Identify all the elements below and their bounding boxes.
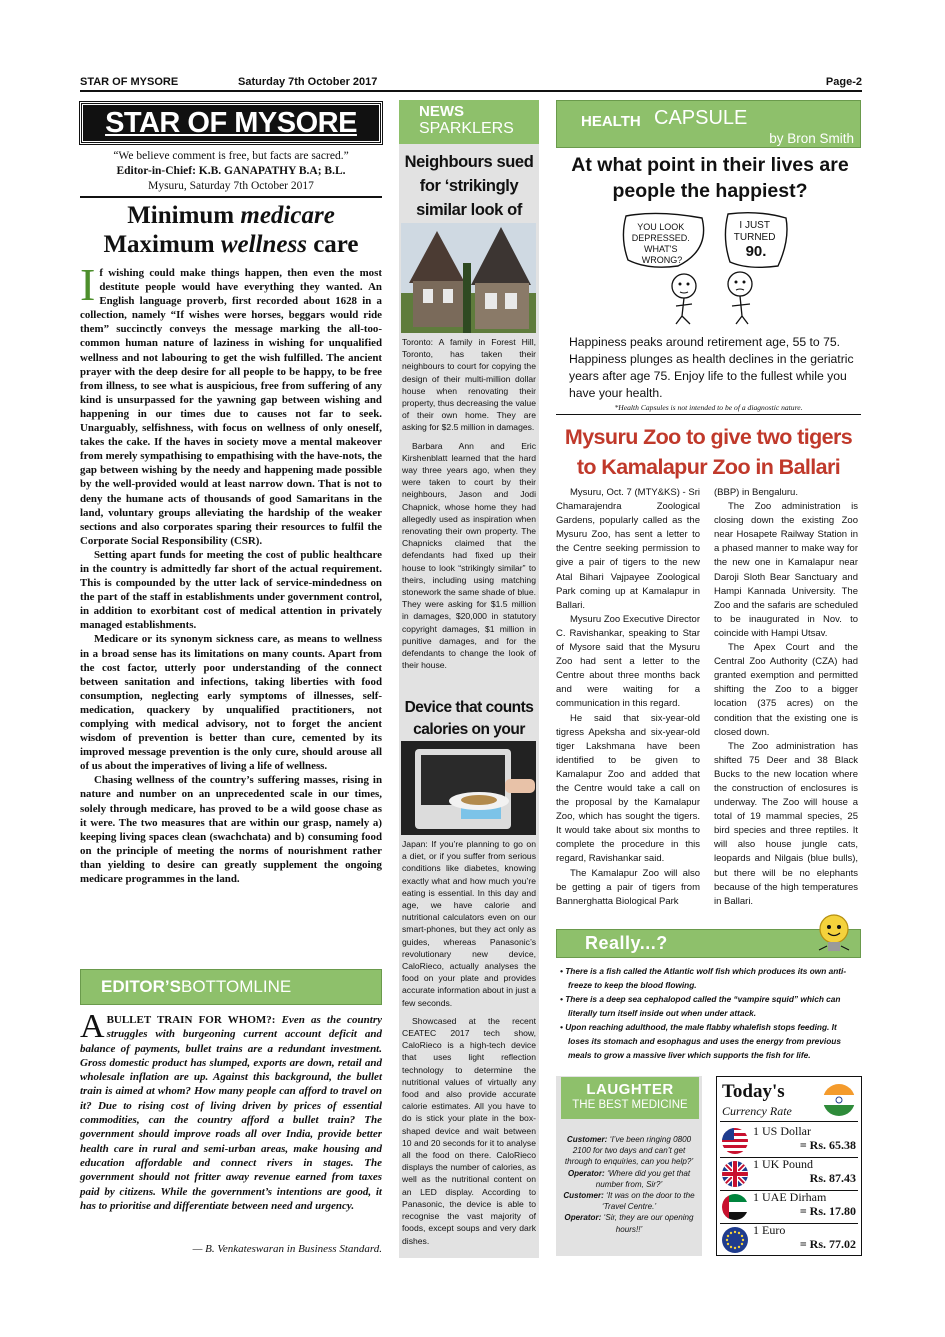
sparklers-paragraph: Showcased at the recent CEATEC 2017 tech show, CaloRieco is a high-tech device that uses light reflection technology to determine the nutritional values of virtually any food and also provide accurate calorie estimates. All you have to do is stick your plate in the box-shaped device and wait between 10 and 20 seconds for it to analyse all the food on there. CaloRieco displays the number of calories, as well as the nutritional content on an LED display. According to Panasonic, the device is able to recognise the vast majority of foods, except soups and very dark dishes.: [402, 1015, 536, 1246]
calorie-device-photo: [401, 741, 536, 835]
header-page-number: Page-2: [825, 76, 862, 88]
bottomline-body: [80, 1008, 382, 1213]
zoo-column-1: [556, 486, 700, 909]
header-rule: [80, 90, 862, 92]
laughter-label-bottom: THE BEST MEDICINE: [572, 1099, 688, 1111]
header-date: Saturday 7th October 2017: [238, 76, 378, 88]
health-label-light: CAPSULE: [654, 107, 748, 129]
zoo-paragraph: The Zoo administration is closing down the existing Zoo near Hosapete Railway Station in a phased manner to make way for the new one in Kamalapur near Daroji Sloth Bear Sanctuary and Hampi Kannada University. The Zoo and the safaris are scheduled to be inaugurated in Nov. to coincide with Hampi Utsav.: [714, 501, 858, 639]
headline-text-3: care: [306, 231, 359, 258]
headline-text: Minimum: [127, 202, 241, 229]
zoo-paragraph: Mysuru, Oct. 7 (MTY&KS) - Sri Chamarajendra Zoological Gardens, popularly called as the Mysuru Zoo, has sent a letter to the Centre seeking permission to give a pair of tigers to the new Atal Bihari Vajpayee Zoological Park coming up at Kamalapur in Ballari.: [556, 487, 700, 611]
headline-italic-2: wellness: [220, 231, 307, 258]
laughter-line: [560, 1168, 698, 1190]
editorial-paragraph: Setting apart funds for meeting the cost of public healthcare in the country is admittedly far short of the actual requirement. This is compounded by the utter lack of service-mindedness on the part of the staff in establishments under government control, in addition to exorbitant cost of medical attention in privately managed establishments.: [80, 548, 382, 632]
health-label-bold: HEALTH: [581, 113, 641, 130]
sparklers-story1-headline: Neighbours sued for ‘strikingly similar look of: [404, 153, 534, 219]
sparklers-story2-headline: Device that counts calories on your: [404, 699, 534, 738]
health-headline: At what point in their lives are people the happiest?: [571, 154, 849, 202]
currency-row: [720, 1223, 858, 1255]
editorial-motto: “We believe comment is free, but facts are sacred.”: [113, 150, 349, 162]
editorial-editor-credit: Editor-in-Chief: K.B. GANAPATHY B.A; B.L.: [116, 165, 346, 177]
cartoon-left-line: YOU LOOK: [637, 222, 685, 232]
laughter-label-top: LAUGHTER: [586, 1081, 674, 1098]
header-masthead: STAR OF MYSORE: [80, 76, 179, 88]
cartoon-right-line: TURNED: [733, 232, 776, 243]
zoo-paragraph: The Apex Court and the Central Zoo Authority (CZA) had granted exemption and permitted shifting the Zoo to a bigger location (375 acres) on the condition that the existing one is closed down.: [714, 642, 858, 738]
sparklers-paragraph: Barbara Ann and Eric Kirshenblatt learned that the hard way three years ago, when they were taken to court by their neighbours, Jason and Jodi Chapnick, whose home they had allegedly used as inspiration when renovating their own property. The Chapnicks claimed that the defendants had fixed up their house to look “strikingly similar” to theirs, including using matching stonework the same shade of blue. They were asking for $1.5 million in damages, $20,000 in statutory copyright damages, $1 million in punitive damages, and for the defendants to change the look of their house.: [402, 440, 536, 671]
sparklers-story1-body: [402, 336, 536, 671]
currency-unit: 1 UK Pound: [753, 1157, 814, 1171]
zoo-column-2: [714, 486, 858, 909]
sparklers-header: [399, 100, 539, 144]
cartoon-right-number: 90.: [745, 243, 767, 260]
laughter-line: [560, 1190, 698, 1212]
really-item-text: Upon reaching adulthood, the male flabby whalefish stops feeding. It loses its stomach and esophagus and uses the energy from previous meals to grow a massive liver which supports the fish for life.: [565, 1022, 841, 1060]
zoo-paragraph: The Kamalapur Zoo will also be getting a pair of tigers from Bannerghatta Biological Park: [556, 867, 700, 907]
really-item: • There is a fish called the Atlantic wolf fish which produces its own anti-freeze to keep the blood flowing.: [560, 966, 847, 990]
laughter-text: ‘I’ve been ringing 0800 2100 for two days and can’t get through to enquiries, can you help?’: [564, 1135, 694, 1167]
editorial-logo: [80, 102, 382, 144]
zoo-paragraph: The Zoo administration has shifted 75 Deer and 38 Black Bucks to the new location where the construction of enclosures is underway. The Zoo will house a total of 19 mammal species, 25 bird species and three reptiles. It will also house jungle cats, leopards and Nilgais (blue bulls), but there will be no elephants because of the high temperatures in Ballari.: [714, 740, 858, 907]
editorial-body: [80, 259, 382, 886]
zoo-paragraph: (BBP) in Bengaluru.: [714, 487, 798, 498]
editorial-paragraph: f wishing could make things happen, then even the most destitute people would have everything they wanted. An English language proverb, first recorded about 1628 in a collection, namely “If wishes were horses, beggars would ride them” succinctly conveys the message marking the all-too-common human nature of laziness in wishing for unqualified wellness and not labouring to get the wish fulfilled. The ancient prayer with the deep desire for all people to be happy, to be free from illness, to see what is auspicious, free from suffering of any kind is unsurpassed for the yawning gap between wishing and happening in our times due to causes not far to seek. Unarguably, selfishness, with focus on wellness of only oneself, takes the cake. If the haves in society move a mental makeover from merely sympathising to empathising with the have-nots, the gap between wishing by the needy and happening made possible by the well-provided would at least narrow down. That is not to deny the humane acts of thousands of good Samaritans in the land, voluntary groups alleviating the hardship of the weaker sections and also corporates sparing their resources to fulfil the Corporate Social Responsibility (CSR).: [80, 267, 382, 547]
editorial-dropcap: I: [80, 259, 96, 310]
currency-value: = Rs. 77.02: [799, 1237, 856, 1251]
eu-flag-icon: [721, 1226, 749, 1254]
currency-subtitle: Currency Rate: [722, 1104, 792, 1118]
really-list: [560, 964, 860, 1062]
editorial-logo-text: STAR OF MYSORE: [105, 106, 357, 139]
cartoon-right-line: I JUST: [739, 220, 770, 231]
bottomline-text: Even as the country struggles with burgeoning current account deficit and balance of payments, bullet trains are a redundant investment. Gross domestic product has slumped, exports are down, retail and wholesale inflation are up. Against this background, the bullet train is aimed at whom? How many people can afford to travel on it? Due to rising cost of living driven by prices of essential commodities, can the country afford a bullet train? The government should improve roads all over India, provide better health care in rural and semi-urban areas, make housing and education affordable and connect rivers in stages. The government should not fritter away revenue earned from taxes paid by citizens. While the government’s intentions are good, it has to prioritise and differentiate between need and urgency.: [80, 1014, 382, 1212]
sparklers-story2-body: [402, 838, 536, 1247]
cartoon-left-line: DEPRESSED.: [631, 233, 690, 243]
zoo-headline: Mysuru Zoo to give two tigers to Kamalapur Zoo in Ballari: [564, 425, 853, 479]
sparklers-paragraph: Japan: If you’re planning to go on a diet, or if you suffer from serious conditions like diabetes, knowing exactly what and how much you’re eating is essential. In this day and age, we have calorie and nutritional calculators even on our smart-phones, but they act only as guides, whereas Panasonic’s revolutionary new device, CaloRieco, actually analyses the food on your plate and provides accurate information about in just a few seconds.: [402, 839, 536, 1008]
currency-value: Rs. 87.43: [809, 1171, 856, 1185]
currency-row: [720, 1124, 858, 1156]
page-header: [80, 76, 862, 90]
bottomline-label-light: BOTTOMLINE: [180, 977, 292, 996]
uae-flag-icon: [721, 1193, 749, 1221]
lightbulb-icon: [815, 912, 853, 958]
laughter-line: [560, 1212, 698, 1234]
really-item: • Upon reaching adulthood, the male flabby whalefish stops feeding. It loses its stomach and esophagus and uses the energy from previous meals to grow a massive liver which supports the fish for life.: [560, 1022, 841, 1060]
editorial-paragraph: Medicare or its synonym sickness care, as means to wellness in a broad sense has its limitations on many counts. Apart from the cost factor, utterly poor understanding of the connect between sanitation and infections, taking liberties with food consumption, neglecting early symptoms of illnesses, self-medication, quackery by unqualified practitioners, not complying with medical advisory, not to forget the ancient wisdom of prevention is better than cure, cemented by its improved message prevention is the only cure, should arouse all of us about the imperatives of living a life of wellness.: [80, 633, 382, 773]
laughter-text: ‘Sir, they are our opening hours!!’: [601, 1213, 694, 1234]
currency-value: = Rs. 65.38: [799, 1138, 856, 1152]
editorial-paragraph: Chasing wellness of the country’s suffering masses, rising in nature and number on an unprecedented scale in our times, solely through medicare, has proved to be a wild goose chase as it were. The two measures that are within our grasp, namely a) keeping living spaces clean (swachchata) and b) consuming food on the principle of meeting the norms of nourishment rather than yielding to desire can greatly supplement the ongoing medicare programmes in the land.: [80, 774, 382, 886]
bottomline-credit: — B. Venkateswaran in Business Standard.: [192, 1243, 382, 1255]
laughter-line: [560, 1134, 698, 1168]
really-item-text: There is a deep sea cephalopod called the “vampire squid” which can literally turn itself inside out when under attack.: [565, 994, 841, 1018]
currency-unit: 1 UAE Dirham: [753, 1190, 827, 1204]
us-flag-icon: [721, 1127, 749, 1155]
laughter-text: ‘It was on the door to the ‘Travel Centre.’: [601, 1191, 695, 1212]
health-disclaimer: *Health Capsules is not intended to be of a diagnostic nature.: [614, 403, 803, 412]
editorial-headline: [80, 201, 382, 259]
currency-value: = Rs. 17.80: [799, 1204, 856, 1218]
really-item: • There is a deep sea cephalopod called the “vampire squid” which can literally turn itself inside out when under attack.: [560, 994, 841, 1018]
editorial-masthead-info: [80, 149, 382, 194]
editorial-divider: [80, 196, 382, 198]
cartoon-left-line: WHAT'S: [643, 244, 678, 254]
really-label: Really...?: [585, 933, 668, 953]
currency-box: [716, 1076, 862, 1256]
bottomline-header: [80, 969, 382, 1005]
currency-unit: 1 Euro: [753, 1223, 786, 1237]
health-body: Happiness peaks around retirement age, 55 to 75. Happiness plunges as health declines in the geriatric years after age 75. Enjoy life to the fullest while you have your health.: [569, 335, 854, 400]
sparklers-label-top: NEWS: [419, 103, 464, 120]
health-divider: [556, 414, 861, 415]
currency-unit: 1 US Dollar: [753, 1124, 811, 1138]
uk-flag-icon: [721, 1160, 749, 1188]
editorial-dateline: Mysuru, Saturday 7th October 2017: [148, 180, 314, 192]
health-byline: by Bron Smith: [769, 131, 854, 146]
currency-row: [720, 1190, 858, 1222]
laughter-speaker: Operator:: [564, 1213, 602, 1223]
health-header: [556, 100, 861, 148]
currency-divider: [720, 1121, 858, 1122]
health-cartoon: [618, 210, 803, 325]
laughter-dialogue: [560, 1134, 698, 1235]
india-flag-icon: [822, 1083, 856, 1117]
bottomline-lead: BULLET TRAIN FOR WHOM?:: [106, 1014, 282, 1026]
laughter-header: [561, 1077, 699, 1119]
laughter-speaker: Customer:: [563, 1191, 604, 1201]
houses-photo: [401, 223, 536, 333]
laughter-speaker: Customer:: [566, 1135, 608, 1144]
laughter-speaker: Operator:: [567, 1168, 605, 1178]
sparklers-paragraph: Toronto: A family in Forest Hill, Toronto, has taken their neighbours to court for copying the design of their multi-million dollar house when renovating their property, thus decreasing the value of their own home. They are asking for $2.5 million in damages.: [402, 337, 536, 433]
bottomline-dropcap: A: [80, 1008, 105, 1045]
bottomline-label-bold: EDITOR’S: [101, 977, 181, 996]
laughter-text: ‘Where did you get that number from, Sir?’: [595, 1168, 691, 1189]
sparklers-label-bottom: SPARKLERS: [419, 120, 514, 137]
headline-italic: medicare: [240, 202, 335, 229]
zoo-paragraph: He said that six-year-old tigress Apeksha and six-year-old tiger Lakshmana have been identified to be given to Kamalapur Zoo and added that the Centre would take a call on the proposal by the Kamalapur Zoo, which has sought the tigers. It would take about six months to complete the procedure in this regard, Ravishankar said.: [556, 712, 700, 865]
currency-title: Today's: [722, 1081, 785, 1102]
zoo-paragraph: Mysuru Zoo Executive Director C. Ravishankar, speaking to Star of Mysore said that the Mysuru Zoo had sent a letter to the Centre about three months back and were waiting for a communication in this regard.: [556, 613, 700, 710]
headline-text-2: Maximum: [103, 231, 221, 258]
currency-row: [720, 1157, 858, 1189]
cartoon-left-line: WRONG?: [641, 255, 683, 265]
really-item-text: There is a fish called the Atlantic wolf fish which produces its own anti-freeze to keep the blood flowing.: [565, 966, 847, 990]
